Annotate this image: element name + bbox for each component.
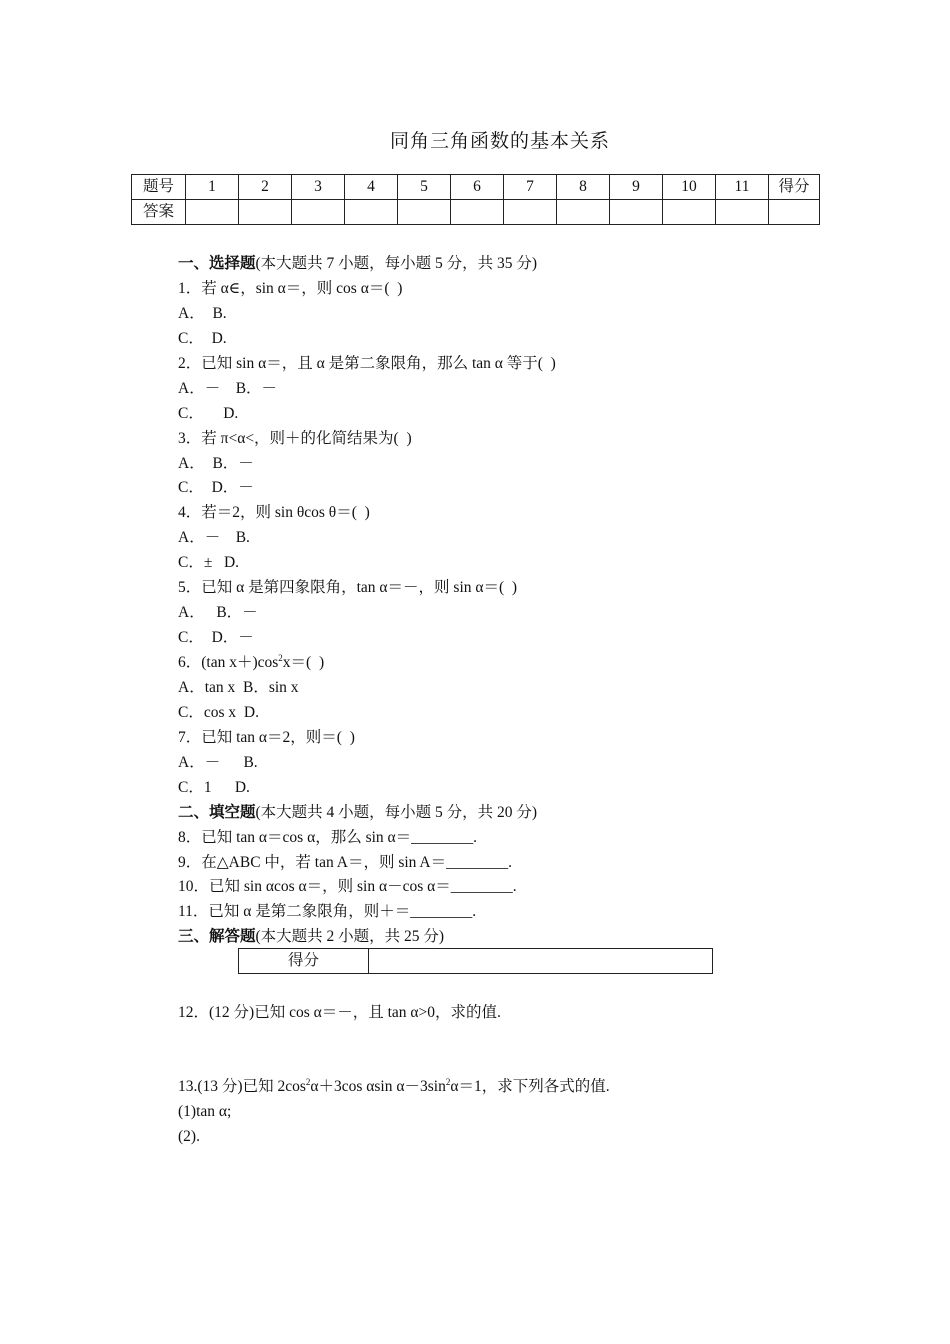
- option-line: A．－ B．－: [178, 379, 278, 397]
- score-box: [238, 948, 713, 974]
- answer-grid-answer-row: [132, 200, 820, 225]
- answer-cell[interactable]: [663, 200, 716, 225]
- section-title: 二、填空题: [178, 803, 256, 821]
- option-line: A． B．－: [178, 604, 258, 622]
- question-line: 8．已知 tan α＝cos α，那么 sin α＝________.: [178, 828, 478, 846]
- section-heading-choice: [178, 252, 898, 277]
- question-body: [178, 252, 898, 950]
- q6-exponent: 2: [278, 653, 283, 663]
- section-title: 一、选择题: [178, 255, 256, 272]
- option-line: A．－ B.: [178, 753, 258, 771]
- answer-cell[interactable]: [398, 200, 451, 225]
- question-number: 6: [451, 175, 504, 200]
- option-line: C． D．－: [178, 479, 254, 497]
- question-line: 11．已知 α 是第二象限角，则＋＝________.: [178, 903, 477, 921]
- question-line: 5．已知 α 是第四象限角，tan α＝－，则 sin α＝( ): [178, 579, 518, 597]
- question-line: 9．在△ABC 中，若 tan A＝，则 sin A＝________.: [178, 853, 512, 871]
- section-heading-solve: [178, 925, 898, 950]
- score-box-label: 得分: [239, 949, 369, 974]
- q6-text-b: x＝( ): [282, 654, 325, 671]
- answer-cell[interactable]: [557, 200, 610, 225]
- answer-cell[interactable]: [451, 200, 504, 225]
- sub-question: (1)tan α;: [178, 1102, 232, 1120]
- q13-text-a: 13.(13 分)已知 2cos: [178, 1078, 306, 1095]
- answer-grid: [131, 174, 820, 225]
- q6-text-a: 6．(tan x＋)cos: [178, 654, 279, 671]
- answer-cell[interactable]: [716, 200, 769, 225]
- q13-text-b: α＋3cos αsin α－3sin: [310, 1078, 446, 1095]
- question-number: 8: [557, 175, 610, 200]
- option-line: C． D.: [178, 404, 239, 422]
- option-line: C．cos x D.: [178, 703, 259, 721]
- question-number: 2: [239, 175, 292, 200]
- question-number: 4: [345, 175, 398, 200]
- question-number: 9: [610, 175, 663, 200]
- question-line: [178, 1075, 898, 1100]
- question-number-label: 题号: [132, 175, 186, 200]
- question-line: 2．已知 sin α＝，且 α 是第二象限角，那么 tan α 等于( ): [178, 354, 556, 372]
- section-heading-fill: [178, 801, 898, 826]
- q13-exponent: 2: [445, 1077, 451, 1087]
- answer-cell[interactable]: [610, 200, 663, 225]
- question-number: 10: [663, 175, 716, 200]
- score-cell[interactable]: [769, 200, 820, 225]
- answer-cell[interactable]: [292, 200, 345, 225]
- question-number: 7: [504, 175, 557, 200]
- section-note: (本大题共 7 小题，每小题 5 分，共 35 分): [255, 255, 538, 272]
- option-line: A． B.: [178, 304, 227, 322]
- section-title: 三、解答题: [178, 928, 256, 946]
- option-line: C． D．－: [178, 629, 254, 647]
- question-number: 11: [716, 175, 769, 200]
- option-line: A． B．－: [178, 454, 254, 472]
- answer-cell[interactable]: [504, 200, 557, 225]
- question-number: 1: [186, 175, 239, 200]
- question-line: 7．已知 tan α＝2，则＝( ): [178, 728, 355, 746]
- score-box-cell[interactable]: [369, 949, 713, 974]
- answer-cell[interactable]: [345, 200, 398, 225]
- question-line: 3．若 π<α<，则＋的化简结果为( ): [178, 429, 412, 447]
- question-12: 12．(12 分)已知 cos α＝－，且 tan α>0，求的值.: [178, 1004, 501, 1021]
- question-line: 4．若＝2，则 sin θcos θ＝( ): [178, 504, 370, 522]
- answer-cell[interactable]: [186, 200, 239, 225]
- answer-label: 答案: [132, 200, 186, 225]
- option-line: A．－ B.: [178, 529, 250, 547]
- question-line: 1．若 α∈，sin α＝，则 cos α＝( ): [178, 279, 403, 297]
- section-note: (本大题共 2 小题，共 25 分): [255, 928, 445, 946]
- answer-cell[interactable]: [239, 200, 292, 225]
- page-title: 同角三角函数的基本关系: [389, 131, 610, 152]
- q13-text-c: α＝1，求下列各式的值.: [450, 1078, 610, 1095]
- option-line: A．tan x B．sin x: [178, 678, 299, 696]
- question-13: [178, 1075, 898, 1150]
- option-line: C．1 D.: [178, 778, 250, 796]
- answer-grid-header-row: [132, 175, 820, 200]
- question-number: 3: [292, 175, 345, 200]
- question-number: 5: [398, 175, 451, 200]
- sub-question: (2).: [178, 1127, 200, 1145]
- score-label: 得分: [769, 175, 820, 200]
- question-line: 10．已知 sin αcos α＝，则 sin α－cos α＝________.: [178, 878, 517, 896]
- q13-exponent: 2: [305, 1077, 311, 1087]
- option-line: C． D.: [178, 329, 227, 347]
- question-line: [178, 651, 898, 676]
- section-note: (本大题共 4 小题，每小题 5 分，共 20 分): [255, 803, 538, 821]
- option-line: C．± D.: [178, 554, 240, 572]
